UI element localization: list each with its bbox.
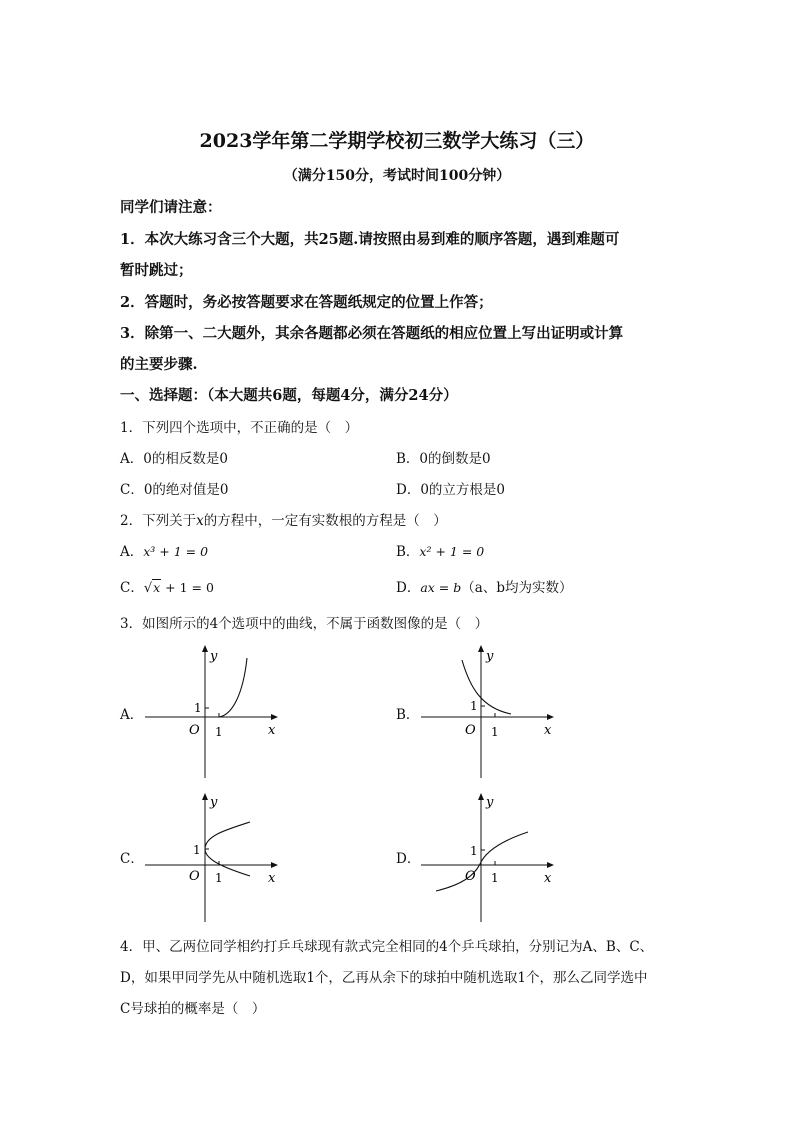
notice-item-3: 3．除第一、二大题外，其余各题都必须在答题纸的相应位置上写出证明或计算: [120, 325, 624, 342]
y-one-label: 1: [470, 699, 478, 713]
question-2-stem-post: 的方程中，一定有实数根的方程是（ ）: [203, 513, 447, 529]
page-subtitle: （满分150分，考试时间100分钟）: [283, 168, 511, 184]
question-2-option-c: [120, 576, 214, 596]
origin-label: O: [189, 723, 200, 738]
question-3-stem: 3．如图所示的4个选项中的曲线，不属于函数图像的是（ ）: [120, 616, 489, 632]
equation: ax = b: [420, 580, 462, 595]
graph-c: [140, 788, 290, 924]
question-3-option-c-label: C．: [120, 851, 144, 867]
question-3-option-a-label: A．: [120, 707, 144, 723]
curve: [436, 832, 528, 891]
question-2-option-b: [396, 540, 484, 560]
question-1-option-a: A．0的相反数是0: [120, 451, 228, 467]
option-label: A．: [120, 544, 144, 560]
notice-item-1: 1．本次大练习含三个大题，共25题.请按照由易到难的顺序答题，遇到难题可: [120, 231, 620, 248]
question-3-option-b-label: B．: [396, 707, 420, 723]
sqrt-radicand: x: [153, 580, 161, 595]
question-2-stem-pre: 2．下列关于: [120, 513, 197, 529]
question-2-option-d: [396, 576, 572, 596]
y-one-label: 1: [470, 844, 478, 858]
graph-a: [140, 640, 290, 780]
x-one-label: 1: [491, 725, 499, 739]
x-one-label: 1: [215, 725, 223, 739]
y-one-label: 1: [193, 843, 201, 857]
option-label: D．: [396, 580, 421, 596]
question-3-option-d-label: D．: [396, 851, 421, 867]
section-1-heading: 一、选择题：（本大题共6题，每题4分，满分24分）: [120, 387, 458, 404]
y-label: y: [486, 795, 494, 810]
graph-d: [416, 788, 566, 924]
origin-label: O: [189, 869, 200, 884]
equation-note: （a、b均为实数）: [461, 580, 573, 596]
x-one-label: 1: [215, 871, 223, 885]
notice-item-1-cont: 暂时跳过；: [120, 262, 193, 279]
equation: x² + 1 = 0: [419, 544, 485, 559]
question-4-line-2: D，如果甲同学先从中随机选取1个，乙再从余下的球拍中随机选取1个，那么乙同学选中: [120, 970, 648, 986]
notice-heading: 同学们请注意：: [120, 199, 222, 216]
question-4-line-1: 4．甲、乙两位同学相约打乒乓球现有款式完全相同的4个乒乓球拍，分别记为A、B、C、: [120, 939, 654, 955]
y-label: y: [210, 649, 218, 664]
question-1-option-d: D．0的立方根是0: [396, 482, 506, 498]
x-one-label: 1: [491, 871, 499, 885]
equation-rest: + 1 = 0: [161, 580, 214, 595]
graph-b: [416, 640, 566, 780]
option-label: B．: [396, 544, 420, 560]
x-label: x: [268, 871, 276, 886]
page-title: 2023学年第二学期学校初三数学大练习（三）: [199, 130, 595, 152]
curve: [219, 658, 247, 717]
question-2-stem: [120, 509, 447, 529]
notice-item-3-cont: 的主要步骤.: [120, 356, 198, 373]
sqrt-sign: √: [143, 581, 153, 596]
x-label: x: [268, 723, 276, 738]
y-one-label: 1: [194, 701, 202, 715]
question-2-option-a: [120, 540, 208, 560]
curve: [205, 822, 250, 876]
question-1-stem: 1．下列四个选项中，不正确的是（ ）: [120, 420, 359, 436]
x-label: x: [544, 723, 552, 738]
option-label: C．: [120, 580, 144, 596]
notice-item-2: 2．答题时，务必按答题要求在答题纸规定的位置上作答；: [120, 294, 493, 311]
equation: x³ + 1 = 0: [143, 544, 209, 559]
origin-label: O: [465, 869, 476, 884]
question-1-option-c: C．0的绝对值是0: [120, 482, 229, 498]
origin-label: O: [465, 723, 476, 738]
question-1-option-b: B．0的倒数是0: [396, 451, 491, 467]
x-label: x: [544, 871, 552, 886]
y-label: y: [210, 795, 218, 810]
question-4-line-3: C号球拍的概率是（ ）: [120, 1001, 266, 1017]
question-2-variable: x: [196, 513, 204, 529]
y-label: y: [486, 649, 494, 664]
